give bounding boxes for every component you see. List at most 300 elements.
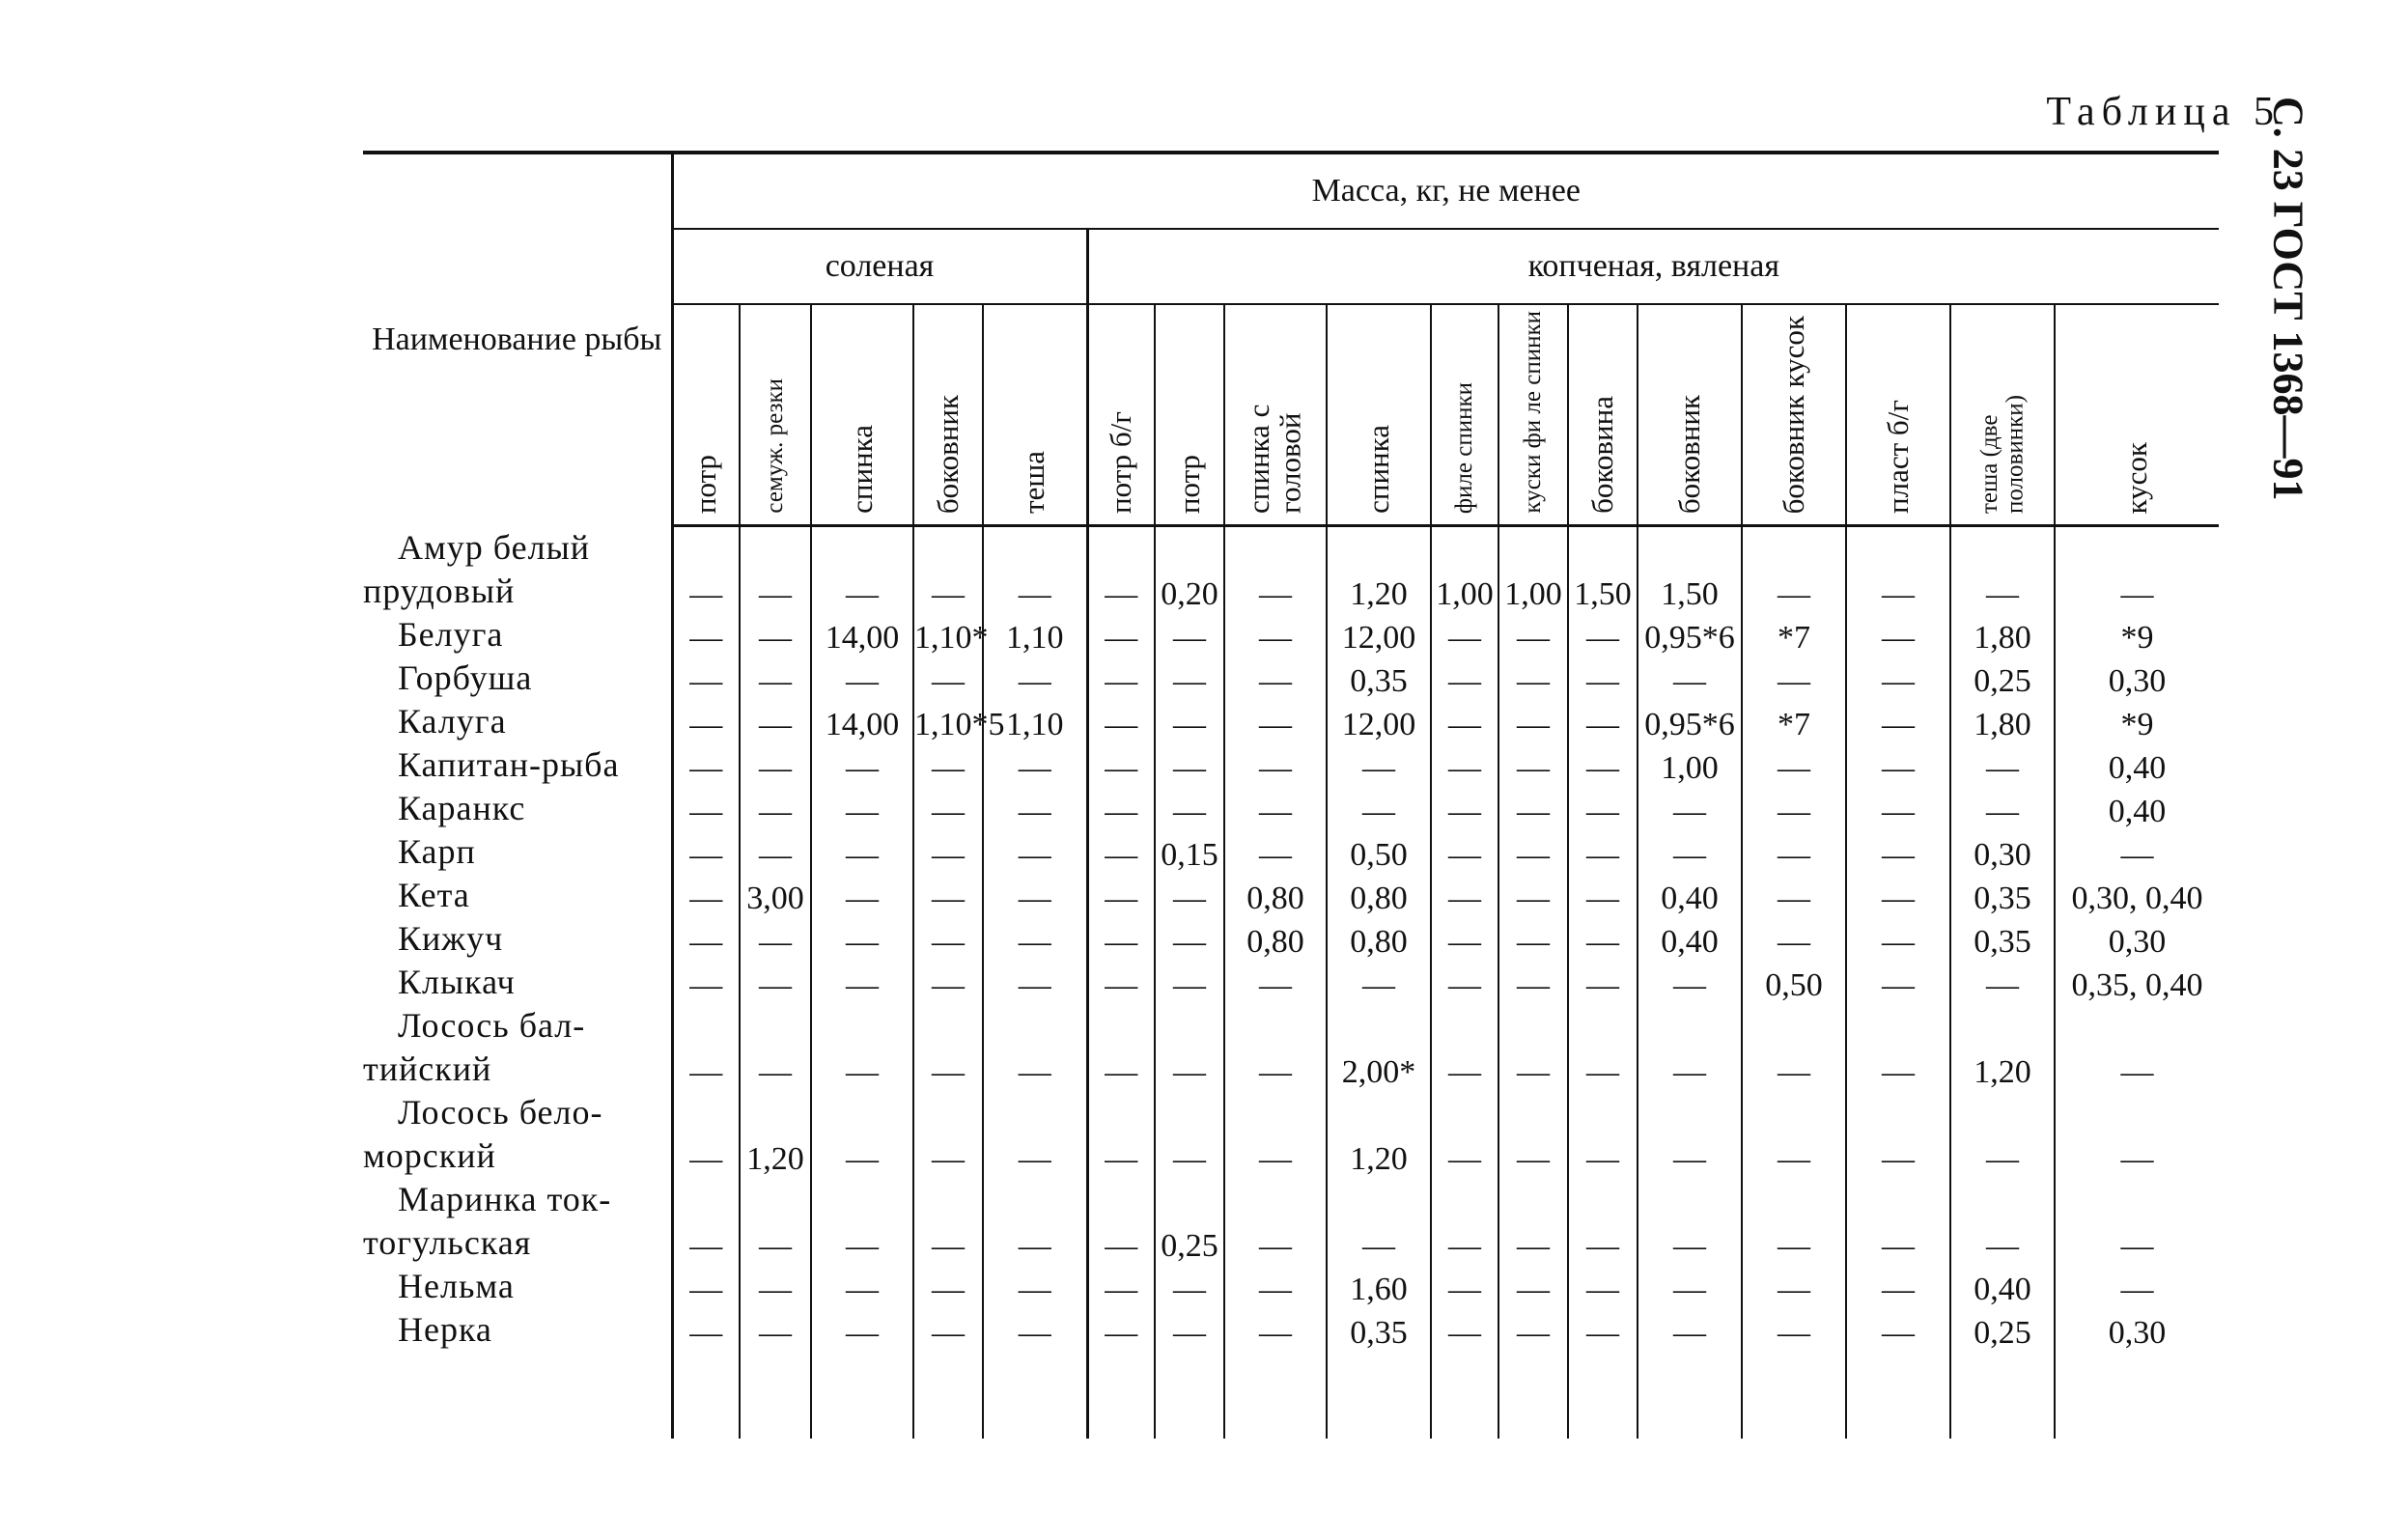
value-cell: 0,80 xyxy=(1327,874,1431,917)
value-cell: 0,80 xyxy=(1224,917,1327,961)
column-header xyxy=(811,304,913,526)
value-cell: — xyxy=(1568,1091,1638,1178)
value-cell: 0,40 xyxy=(1638,917,1742,961)
value-cell: — xyxy=(1742,917,1846,961)
value-cell: — xyxy=(740,1308,811,1352)
value-cell: — xyxy=(740,700,811,743)
value-cell: 0,40 xyxy=(2055,787,2219,830)
value-cell: — xyxy=(1742,1308,1846,1352)
value-cell: — xyxy=(1568,743,1638,787)
value-cell: — xyxy=(1498,787,1568,830)
value-cell: — xyxy=(1742,874,1846,917)
value-cell: — xyxy=(811,526,913,613)
value-cell: — xyxy=(1498,613,1568,657)
fish-name-cell xyxy=(363,1265,672,1308)
spacer-cell xyxy=(1327,1352,1431,1439)
value-cell: — xyxy=(913,526,983,613)
fish-name-cell xyxy=(363,657,672,700)
fish-name-line1: Нерка xyxy=(398,1309,492,1349)
value-cell: 14,00 xyxy=(811,613,913,657)
column-header-label: боковник xyxy=(1671,394,1706,514)
value-cell: — xyxy=(1087,613,1155,657)
value-cell: — xyxy=(1742,1178,1846,1265)
fish-name-cell xyxy=(363,613,672,657)
fish-name-line1: Нельма xyxy=(398,1266,515,1305)
fish-name-line1: Лосось бело- xyxy=(398,1092,603,1132)
value-cell: — xyxy=(1327,787,1431,830)
value-cell: — xyxy=(1568,657,1638,700)
fish-name-line1: Горбуша xyxy=(398,657,533,697)
value-cell: — xyxy=(1846,657,1950,700)
value-cell: 0,25 xyxy=(1950,1308,2055,1352)
value-cell: — xyxy=(1742,1091,1846,1178)
value-cell: — xyxy=(1568,1178,1638,1265)
value-cell: — xyxy=(1155,787,1224,830)
value-cell: — xyxy=(1224,961,1327,1004)
value-cell: — xyxy=(672,917,740,961)
value-cell: 0,40 xyxy=(2055,743,2219,787)
value-cell: — xyxy=(672,700,740,743)
value-cell: — xyxy=(1742,526,1846,613)
value-cell: — xyxy=(1498,1004,1568,1091)
spacer-cell xyxy=(1498,1352,1568,1439)
value-cell: — xyxy=(1638,787,1742,830)
value-cell: — xyxy=(1431,1178,1498,1265)
value-cell: — xyxy=(2055,1265,2219,1308)
value-cell: — xyxy=(740,743,811,787)
value-cell: — xyxy=(1638,830,1742,874)
column-header xyxy=(2055,304,2219,526)
column-header-label: потр xyxy=(687,454,722,514)
value-cell: — xyxy=(1498,743,1568,787)
value-cell: — xyxy=(811,961,913,1004)
value-cell: — xyxy=(1431,961,1498,1004)
fish-name-line2: морский xyxy=(363,1135,496,1175)
value-cell: — xyxy=(1155,657,1224,700)
value-cell: — xyxy=(672,1178,740,1265)
fish-name-line1: Лосось бал- xyxy=(398,1005,586,1045)
value-cell: — xyxy=(1568,917,1638,961)
value-cell: — xyxy=(2055,830,2219,874)
table-row xyxy=(363,526,2219,613)
value-cell: — xyxy=(913,1004,983,1091)
table-row xyxy=(363,657,2219,700)
value-cell: — xyxy=(1846,700,1950,743)
value-cell: — xyxy=(1155,961,1224,1004)
value-cell: 3,00 xyxy=(740,874,811,917)
value-cell: 1,20 xyxy=(740,1091,811,1178)
value-cell: — xyxy=(913,787,983,830)
table-row xyxy=(363,1308,2219,1352)
value-cell: 0,30 xyxy=(2055,917,2219,961)
value-cell: — xyxy=(1224,1091,1327,1178)
value-cell: — xyxy=(811,743,913,787)
value-cell: — xyxy=(983,787,1087,830)
value-cell: — xyxy=(1568,874,1638,917)
value-cell: — xyxy=(1087,917,1155,961)
column-header-label: боковина xyxy=(1584,396,1619,514)
value-cell: — xyxy=(1498,657,1568,700)
value-cell: — xyxy=(1087,743,1155,787)
value-cell: — xyxy=(1846,1091,1950,1178)
fish-name-cell xyxy=(363,1091,672,1178)
fish-name-line1: Амур белый xyxy=(398,527,591,567)
fish-name-line1: Белуга xyxy=(398,614,504,654)
value-cell: 1,10*5 xyxy=(913,700,983,743)
value-cell: — xyxy=(1155,917,1224,961)
column-header-label: боковник xyxy=(930,394,965,514)
group-smoked-header: копченая, вяленая xyxy=(1087,229,2219,304)
value-cell: — xyxy=(1431,917,1498,961)
value-cell: — xyxy=(1224,526,1327,613)
value-cell: — xyxy=(1155,874,1224,917)
table-row xyxy=(363,613,2219,657)
value-cell: — xyxy=(1498,1308,1568,1352)
value-cell: — xyxy=(983,526,1087,613)
fish-mass-table xyxy=(363,151,2219,1439)
value-cell: — xyxy=(983,1265,1087,1308)
value-cell: — xyxy=(2055,1178,2219,1265)
fish-name-cell xyxy=(363,787,672,830)
value-cell: — xyxy=(1327,961,1431,1004)
value-cell: — xyxy=(811,787,913,830)
column-header xyxy=(1498,304,1568,526)
value-cell: 0,50 xyxy=(1327,830,1431,874)
value-cell: *9 xyxy=(2055,613,2219,657)
fish-name-cell xyxy=(363,830,672,874)
table-row xyxy=(363,1004,2219,1091)
value-cell: — xyxy=(1742,743,1846,787)
value-cell: — xyxy=(1742,1004,1846,1091)
value-cell: — xyxy=(983,1308,1087,1352)
value-cell: — xyxy=(1568,1308,1638,1352)
column-header xyxy=(740,304,811,526)
value-cell: — xyxy=(1568,700,1638,743)
value-cell: 0,35 xyxy=(1327,657,1431,700)
value-cell: — xyxy=(672,787,740,830)
column-header xyxy=(1846,304,1950,526)
value-cell: — xyxy=(913,1265,983,1308)
value-cell: — xyxy=(983,830,1087,874)
value-cell: — xyxy=(913,917,983,961)
value-cell: — xyxy=(1431,874,1498,917)
spacer-cell xyxy=(1087,1352,1155,1439)
value-cell: 1,00 xyxy=(1498,526,1568,613)
spacer-cell xyxy=(2055,1352,2219,1439)
value-cell: — xyxy=(672,961,740,1004)
value-cell: 1,80 xyxy=(1950,700,2055,743)
value-cell: 0,35 xyxy=(1950,874,2055,917)
value-cell: — xyxy=(811,1091,913,1178)
value-cell: 0,40 xyxy=(1950,1265,2055,1308)
value-cell: — xyxy=(913,657,983,700)
value-cell: — xyxy=(983,743,1087,787)
value-cell: 1,20 xyxy=(1327,526,1431,613)
value-cell: *7 xyxy=(1742,700,1846,743)
value-cell: *9 xyxy=(2055,700,2219,743)
value-cell: — xyxy=(740,1178,811,1265)
fish-mass-table-container xyxy=(363,151,2219,1427)
value-cell: — xyxy=(1087,700,1155,743)
fish-name-cell xyxy=(363,743,672,787)
value-cell: — xyxy=(1742,1265,1846,1308)
mass-header: Масса, кг, не менее xyxy=(672,153,2219,229)
value-cell: — xyxy=(1568,830,1638,874)
value-cell: — xyxy=(2055,526,2219,613)
value-cell: — xyxy=(1155,1004,1224,1091)
value-cell: — xyxy=(672,526,740,613)
value-cell: 0,95*6 xyxy=(1638,613,1742,657)
value-cell: — xyxy=(1846,1178,1950,1265)
spacer-cell xyxy=(363,1352,672,1439)
value-cell: 12,00 xyxy=(1327,700,1431,743)
value-cell: — xyxy=(1224,1004,1327,1091)
value-cell: — xyxy=(1087,787,1155,830)
spacer-cell xyxy=(1846,1352,1950,1439)
value-cell: — xyxy=(1224,613,1327,657)
column-header xyxy=(1638,304,1742,526)
value-cell: — xyxy=(672,613,740,657)
column-header-label: кусок xyxy=(2119,441,2154,514)
spacer-cell xyxy=(1431,1352,1498,1439)
table-row xyxy=(363,830,2219,874)
fish-name-cell xyxy=(363,961,672,1004)
value-cell: — xyxy=(1224,657,1327,700)
value-cell: 1,20 xyxy=(1327,1091,1431,1178)
table-row xyxy=(363,1178,2219,1265)
value-cell: — xyxy=(1846,961,1950,1004)
column-header-label: теша (две половинки) xyxy=(1975,395,2028,514)
value-cell: — xyxy=(1087,1091,1155,1178)
value-cell: — xyxy=(1155,743,1224,787)
value-cell: — xyxy=(1431,1265,1498,1308)
value-cell: — xyxy=(1431,830,1498,874)
value-cell: — xyxy=(983,874,1087,917)
table-row xyxy=(363,700,2219,743)
value-cell: — xyxy=(1638,657,1742,700)
value-cell: — xyxy=(1087,1178,1155,1265)
value-cell: — xyxy=(913,1091,983,1178)
column-header-label: спинка xyxy=(844,425,879,514)
value-cell: — xyxy=(983,1004,1087,1091)
value-cell: 0,25 xyxy=(1155,1178,1224,1265)
value-cell: 1,50 xyxy=(1638,526,1742,613)
value-cell: — xyxy=(1846,743,1950,787)
spacer-cell xyxy=(1742,1352,1846,1439)
value-cell: — xyxy=(1224,1265,1327,1308)
fish-name-line1: Карп xyxy=(398,831,476,871)
fish-name-line2: тийский xyxy=(363,1049,492,1088)
value-cell: 1,10 xyxy=(983,700,1087,743)
column-header xyxy=(1327,304,1431,526)
value-cell: — xyxy=(1950,743,2055,787)
value-cell: 12,00 xyxy=(1327,613,1431,657)
column-header xyxy=(672,304,740,526)
value-cell: — xyxy=(1224,1308,1327,1352)
value-cell: — xyxy=(811,830,913,874)
spacer-cell xyxy=(1568,1352,1638,1439)
value-cell: — xyxy=(1087,830,1155,874)
value-cell: — xyxy=(913,874,983,917)
value-cell: — xyxy=(740,526,811,613)
value-cell: — xyxy=(1498,700,1568,743)
value-cell: — xyxy=(1224,830,1327,874)
value-cell: — xyxy=(1846,917,1950,961)
value-cell: — xyxy=(672,657,740,700)
spacer-cell xyxy=(672,1352,740,1439)
fish-name-line2: прудовый xyxy=(363,571,516,610)
value-cell: — xyxy=(740,787,811,830)
column-header-label: спинка с головой xyxy=(1242,404,1307,514)
value-cell: — xyxy=(1087,657,1155,700)
value-cell: — xyxy=(1568,1265,1638,1308)
value-cell: 0,35, 0,40 xyxy=(2055,961,2219,1004)
value-cell: — xyxy=(740,657,811,700)
spacer-cell xyxy=(983,1352,1087,1439)
value-cell: — xyxy=(1498,874,1568,917)
value-cell: — xyxy=(1431,1091,1498,1178)
value-cell: — xyxy=(1846,787,1950,830)
value-cell: — xyxy=(740,917,811,961)
fish-name-line1: Кижуч xyxy=(398,918,504,958)
fish-name-line1: Калуга xyxy=(398,701,507,741)
spacer-cell xyxy=(1950,1352,2055,1439)
value-cell: — xyxy=(1498,917,1568,961)
spacer-cell xyxy=(913,1352,983,1439)
value-cell: — xyxy=(1155,700,1224,743)
fish-name-cell xyxy=(363,874,672,917)
column-header xyxy=(1950,304,2055,526)
value-cell: 0,30, 0,40 xyxy=(2055,874,2219,917)
value-cell: — xyxy=(1087,526,1155,613)
spacer-cell xyxy=(1638,1352,1742,1439)
value-cell: — xyxy=(1846,613,1950,657)
table-title: Таблица 5 xyxy=(2046,90,2281,134)
fish-name-cell xyxy=(363,1178,672,1265)
table-spacer-row xyxy=(363,1352,2219,1439)
fish-name-cell xyxy=(363,700,672,743)
value-cell: — xyxy=(983,657,1087,700)
spacer-cell xyxy=(811,1352,913,1439)
value-cell: — xyxy=(1638,1265,1742,1308)
value-cell: — xyxy=(811,917,913,961)
column-header xyxy=(1568,304,1638,526)
value-cell: — xyxy=(1846,1004,1950,1091)
value-cell: — xyxy=(1950,787,2055,830)
column-header-label: спинка xyxy=(1360,425,1395,514)
value-cell: — xyxy=(740,1004,811,1091)
column-header xyxy=(913,304,983,526)
value-cell: 1,10 xyxy=(983,613,1087,657)
value-cell: — xyxy=(1327,1178,1431,1265)
value-cell: — xyxy=(1638,1004,1742,1091)
value-cell: — xyxy=(1327,743,1431,787)
value-cell: — xyxy=(672,1091,740,1178)
value-cell: — xyxy=(1568,961,1638,1004)
value-cell: — xyxy=(1498,830,1568,874)
value-cell: — xyxy=(1087,874,1155,917)
value-cell: — xyxy=(1431,613,1498,657)
table-row xyxy=(363,874,2219,917)
value-cell: — xyxy=(672,1265,740,1308)
value-cell: — xyxy=(1742,787,1846,830)
value-cell: — xyxy=(1638,1091,1742,1178)
column-header xyxy=(983,304,1087,526)
value-cell: — xyxy=(1950,961,2055,1004)
value-cell: — xyxy=(1846,526,1950,613)
value-cell: — xyxy=(740,961,811,1004)
value-cell: — xyxy=(1224,1178,1327,1265)
value-cell: — xyxy=(1431,1308,1498,1352)
value-cell: — xyxy=(1087,1004,1155,1091)
fish-name-cell xyxy=(363,1004,672,1091)
value-cell: — xyxy=(913,961,983,1004)
table-row xyxy=(363,787,2219,830)
value-cell: — xyxy=(913,830,983,874)
value-cell: 2,00* xyxy=(1327,1004,1431,1091)
value-cell: — xyxy=(1155,1091,1224,1178)
value-cell: 0,35 xyxy=(1950,917,2055,961)
value-cell: — xyxy=(983,1091,1087,1178)
value-cell: — xyxy=(1498,1178,1568,1265)
value-cell: — xyxy=(913,743,983,787)
table-row xyxy=(363,743,2219,787)
value-cell: 1,60 xyxy=(1327,1265,1431,1308)
value-cell: — xyxy=(672,830,740,874)
value-cell: — xyxy=(1638,961,1742,1004)
value-cell: — xyxy=(913,1308,983,1352)
spacer-cell xyxy=(1155,1352,1224,1439)
value-cell: — xyxy=(1498,1091,1568,1178)
value-cell: 0,20 xyxy=(1155,526,1224,613)
value-cell: — xyxy=(1568,787,1638,830)
value-cell: — xyxy=(1950,1091,2055,1178)
table-row xyxy=(363,961,2219,1004)
column-header-label: филе спинки xyxy=(1450,381,1477,514)
column-header-label: боковник кусок xyxy=(1776,315,1810,514)
value-cell: — xyxy=(1846,1265,1950,1308)
value-cell: — xyxy=(1155,1308,1224,1352)
column-header xyxy=(1155,304,1224,526)
value-cell: — xyxy=(1846,1308,1950,1352)
spacer-cell xyxy=(1224,1352,1327,1439)
value-cell: — xyxy=(740,830,811,874)
value-cell: — xyxy=(1568,613,1638,657)
value-cell: — xyxy=(811,1308,913,1352)
value-cell: — xyxy=(913,1178,983,1265)
fish-name-line1: Капитан-рыба xyxy=(398,744,620,784)
value-cell: 0,30 xyxy=(1950,830,2055,874)
column-header-label: куски фи ле спинки xyxy=(1519,311,1546,514)
value-cell: — xyxy=(1155,613,1224,657)
value-cell: 1,20 xyxy=(1950,1004,2055,1091)
value-cell: 0,80 xyxy=(1224,874,1327,917)
fish-name-cell xyxy=(363,1308,672,1352)
value-cell: — xyxy=(1087,961,1155,1004)
value-cell: — xyxy=(672,743,740,787)
value-cell: — xyxy=(2055,1004,2219,1091)
column-header xyxy=(1742,304,1846,526)
value-cell: 0,15 xyxy=(1155,830,1224,874)
table-row xyxy=(363,1265,2219,1308)
value-cell: — xyxy=(1087,1308,1155,1352)
value-cell: 0,50 xyxy=(1742,961,1846,1004)
name-column-header: Наименование рыбы xyxy=(363,153,672,526)
value-cell: — xyxy=(1638,1178,1742,1265)
value-cell: 14,00 xyxy=(811,700,913,743)
fish-name-line2: тогульская xyxy=(363,1222,532,1262)
value-cell: 0,40 xyxy=(1638,874,1742,917)
